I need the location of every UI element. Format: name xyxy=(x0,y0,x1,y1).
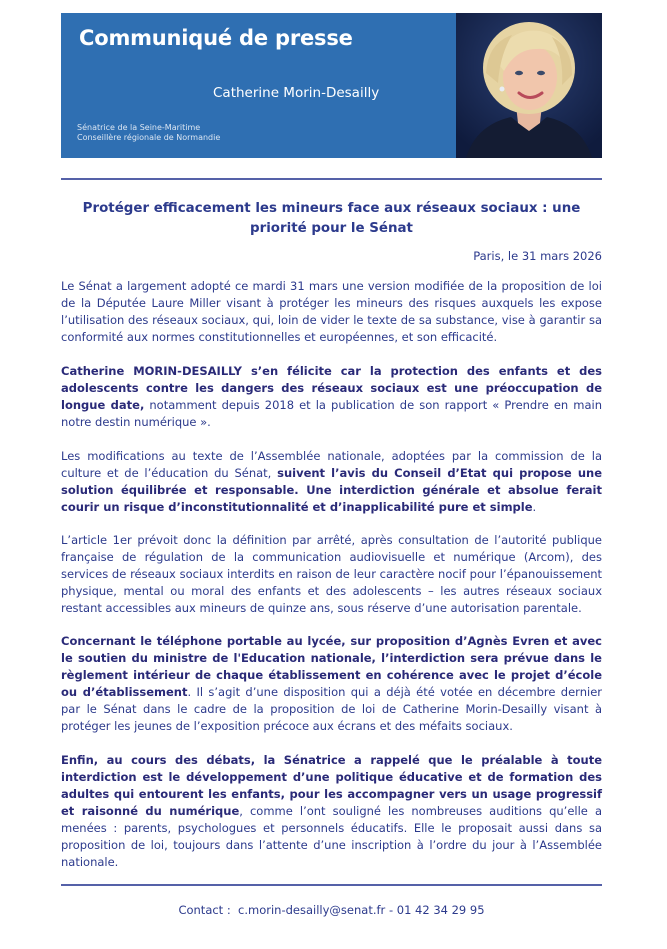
press-banner xyxy=(61,13,602,158)
paragraph-2-rest: notamment depuis 2018 et la publication de son rapport « Prendre en main notre destin numérique ». xyxy=(61,398,602,429)
paragraph-3-bold: suivent l’avis du Conseil d’Etat qui propose une solution équilibrée et responsable. Une interdiction générale et absolue ferait courir un risque d’inconstitutionnalité et d’inapplicabilité pure et simple xyxy=(61,466,602,514)
paragraph-6-rest: , comme l’ont souligné les nombreuses auditions qu’elle a menées : parents, psychologues et personnels éducatifs. Elle le proposait aussi dans sa proposition de loi, toujours dans l’attente d’une inscription à l’ordre du jour à l’Assemblée nationale. xyxy=(61,804,602,869)
top-divider xyxy=(61,178,602,180)
paragraph-2-bold: Catherine MORIN-DESAILLY s’en félicite car la protection des enfants et des adolescents contre les dangers des réseaux sociaux est une préoccupation de longue date, xyxy=(61,364,602,412)
contact-email[interactable]: c.morin-desailly@senat.fr xyxy=(238,903,386,917)
paragraph-5 xyxy=(61,633,602,735)
paragraph-3-start: Les modifications au texte de l’Assemblée nationale, adoptées par la commission de la culture et de l’éducation du Sénat, xyxy=(61,449,602,480)
paragraph-1: Le Sénat a largement adopté ce mardi 31 mars une version modifiée de la proposition de loi de la Députée Laure Miller visant à protéger les mineurs des risques auxquels les expose l’utilisation des réseaux sociaux, qui, loin de vider le texte de sa substance, vise à garantir sa conformité aux normes constitutionnelles et européennes, et son efficacité. xyxy=(61,279,602,344)
paragraph-5-rest: . Il s’agit d’une disposition qui a déjà été votée en décembre dernier par le Sénat dans le cadre de la proposition de loi de Catherine Morin-Desailly visant à protéger les jeunes de l’exposition précoce aux écrans et des méfaits sociaux. xyxy=(61,685,602,733)
banner-subtitle-line1: Sénatrice de la Seine-Maritime xyxy=(77,123,201,132)
paragraph-6 xyxy=(61,752,602,871)
paragraph-4: L’article 1er prévoit donc la définition par arrêté, après consultation de l’autorité publique française de régulation de la communication audiovisuelle et numérique (Arcom), des services de réseaux sociaux interdits en raison de leur caractère nocif pour l’épanouissement physique, mental ou moral des enfants et des adolescents – les autres réseaux sociaux restant accessibles aux mineurs de quinze ans, sous réserve d’une autorisation parentale. xyxy=(61,533,602,615)
bottom-divider xyxy=(61,884,602,886)
contact-footer xyxy=(61,903,602,917)
paragraph-5-bold: Concernant le téléphone portable au lycée, sur proposition d’Agnès Evren et avec le soutien du ministre de l'Education nationale, l’interdiction sera prévue dans le règlement intérieur de chaque établissement en cohérence avec le projet d’école ou d’établissement xyxy=(61,634,602,699)
portrait-illustration xyxy=(456,13,602,158)
banner-name: Catherine Morin-Desailly xyxy=(213,85,380,101)
banner-title: Communiqué de presse xyxy=(79,26,353,50)
headline: Protéger efficacement les mineurs face aux réseaux sociaux : une priorité pour le Sénat xyxy=(82,201,581,236)
portrait-photo xyxy=(456,13,602,158)
contact-separator: - xyxy=(388,903,394,917)
paragraph-6-bold: Enfin, au cours des débats, la Sénatrice a rappelé que le préalable à toute interdiction est le développement d’une politique éducative et de formation des adultes qui entourent les enfants, pour les accompagner vers un usage progressif et raisonné du numérique xyxy=(61,753,602,818)
dateline: Paris, le 31 mars 2026 xyxy=(473,249,602,263)
contact-phone[interactable]: 01 42 34 29 95 xyxy=(396,903,485,917)
banner-subtitle xyxy=(77,123,220,143)
paragraph-3-end: . xyxy=(532,500,537,514)
paragraph-3 xyxy=(61,448,602,516)
banner-subtitle-line2: Conseillère régionale de Normandie xyxy=(77,133,221,142)
paragraph-2 xyxy=(61,363,602,431)
contact-label: Contact : xyxy=(178,903,231,917)
